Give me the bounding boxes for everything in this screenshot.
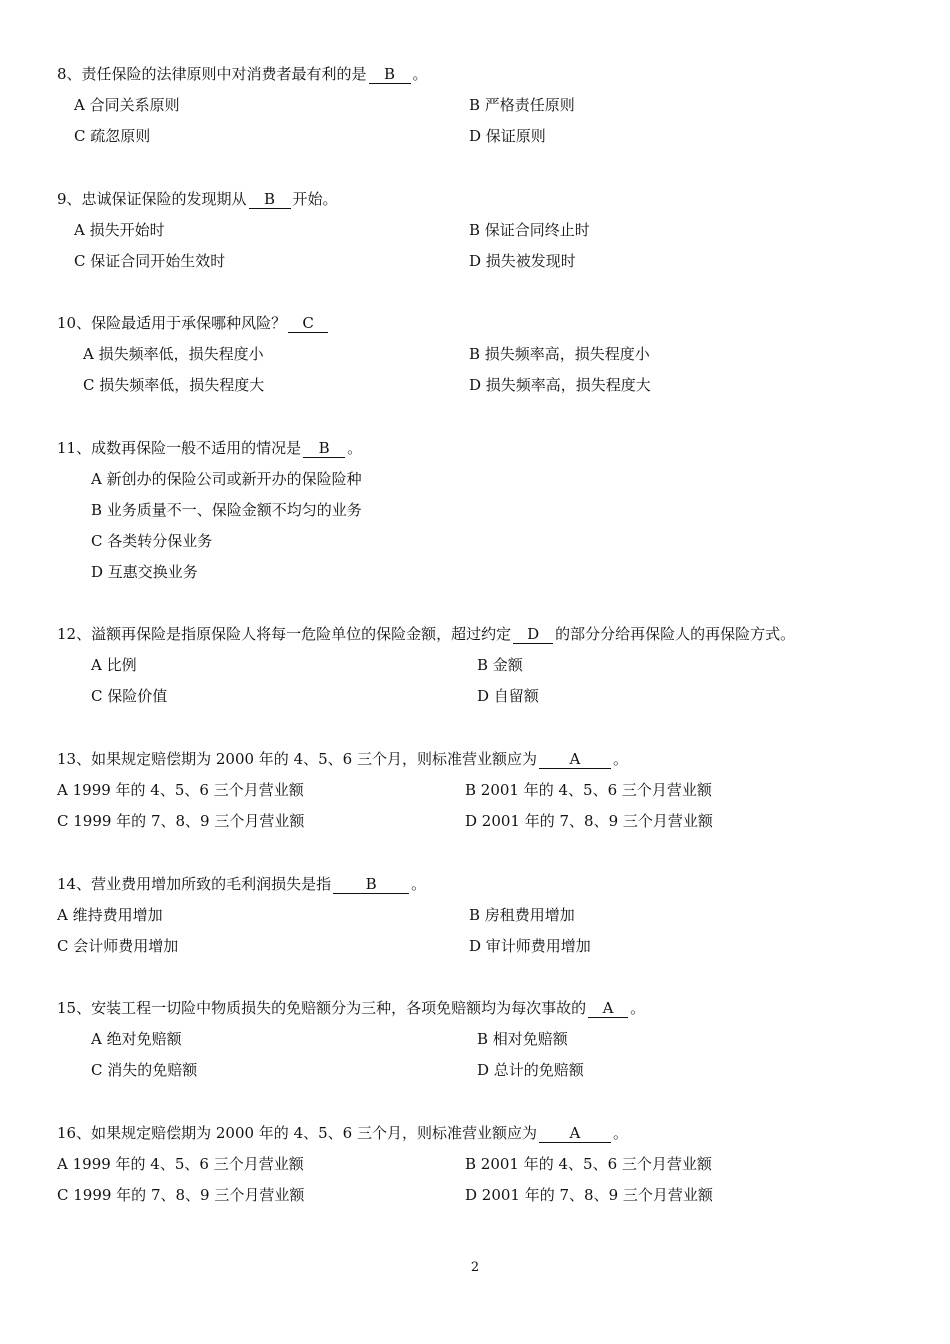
option-a: A 损失频率低，损失程度小 <box>83 345 264 363</box>
answer-blank: A <box>539 1124 611 1143</box>
question-text: 11、成数再保险一般不适用的情况是 <box>57 439 302 457</box>
option-c: C 1999 年的 7、8、9 三个月营业额 <box>57 1186 305 1204</box>
option-c: C 会计师费用增加 <box>57 937 179 955</box>
question-text-end: 开始。 <box>292 190 338 208</box>
option-c: C 消失的免赔额 <box>91 1061 198 1079</box>
option-b: B 严格责任原则 <box>469 96 575 114</box>
question-text-end: 。 <box>630 999 646 1017</box>
question-text: 12、溢额再保险是指原保险人将每一危险单位的保险金额，超过约定 <box>57 625 512 643</box>
question-stem <box>57 438 362 458</box>
answer-blank: A <box>539 750 611 769</box>
option-a: A 1999 年的 4、5、6 三个月营业额 <box>57 781 304 799</box>
answer-blank: B <box>249 190 291 209</box>
question-text-end: 。 <box>411 875 427 893</box>
question-text: 16、如果规定赔偿期为 2000 年的 4、5、6 三个月，则标准营业额应为 <box>57 1124 537 1142</box>
option-b: B 业务质量不一、保险金额不均匀的业务 <box>91 501 362 519</box>
option-b: B 保证合同终止时 <box>469 221 590 239</box>
question-text: 10、保险最适用于承保哪种风险？ <box>57 314 287 332</box>
answer-blank: B <box>333 875 409 894</box>
answer-blank: B <box>303 439 345 458</box>
option-a: A 绝对免赔额 <box>91 1030 182 1048</box>
question-stem <box>57 998 645 1018</box>
question-stem <box>57 1123 628 1143</box>
option-d: D 总计的免赔额 <box>477 1061 584 1079</box>
option-c: C 保险价值 <box>91 687 168 705</box>
option-a: A 比例 <box>91 656 137 674</box>
question-text: 14、营业费用增加所致的毛利润损失是指 <box>57 875 332 893</box>
option-b: B 相对免赔额 <box>477 1030 568 1048</box>
option-c: C 损失频率低，损失程度大 <box>83 376 265 394</box>
answer-blank: D <box>513 625 553 644</box>
question-text: 13、如果规定赔偿期为 2000 年的 4、5、6 三个月，则标准营业额应为 <box>57 750 537 768</box>
option-d: D 损失频率高，损失程度大 <box>469 376 651 394</box>
option-a: A 合同关系原则 <box>74 96 180 114</box>
question-text-end: 。 <box>612 1124 628 1142</box>
question-stem <box>57 189 338 209</box>
option-b: B 2001 年的 4、5、6 三个月营业额 <box>465 1155 712 1173</box>
question-text-end: 。 <box>612 750 628 768</box>
option-d: D 自留额 <box>477 687 539 705</box>
question-text-end: 。 <box>412 65 428 83</box>
option-a: A 损失开始时 <box>74 221 165 239</box>
question-stem <box>57 64 428 84</box>
question-text-end: 。 <box>347 439 363 457</box>
option-c: C 1999 年的 7、8、9 三个月营业额 <box>57 812 305 830</box>
question-text: 15、安装工程一切险中物质损失的免赔额分为三种，各项免赔额均为每次事故的 <box>57 999 587 1017</box>
option-c: C 各类转分保业务 <box>91 532 213 550</box>
answer-blank: B <box>369 65 411 84</box>
question-stem <box>57 313 330 333</box>
option-c: C 保证合同开始生效时 <box>74 252 226 270</box>
option-a: A 1999 年的 4、5、6 三个月营业额 <box>57 1155 304 1173</box>
question-stem <box>57 624 795 644</box>
option-d: D 2001 年的 7、8、9 三个月营业额 <box>465 1186 713 1204</box>
answer-blank: C <box>288 314 328 333</box>
option-a: A 维持费用增加 <box>57 906 163 924</box>
option-d: D 互惠交换业务 <box>91 563 198 581</box>
question-stem <box>57 874 426 894</box>
answer-blank: A <box>588 999 628 1018</box>
option-b: B 金额 <box>477 656 523 674</box>
option-a: A 新创办的保险公司或新开办的保险险种 <box>91 470 362 488</box>
option-d: D 2001 年的 7、8、9 三个月营业额 <box>465 812 713 830</box>
option-d: D 损失被发现时 <box>469 252 576 270</box>
option-b: B 2001 年的 4、5、6 三个月营业额 <box>465 781 712 799</box>
question-text: 8、责任保险的法律原则中对消费者最有利的是 <box>57 65 367 83</box>
option-b: B 房租费用增加 <box>469 906 575 924</box>
question-text-end: 的部分分给再保险人的再保险方式。 <box>555 625 796 643</box>
option-c: C 疏忽原则 <box>74 127 151 145</box>
option-b: B 损失频率高，损失程度小 <box>469 345 650 363</box>
question-stem <box>57 749 628 769</box>
option-d: D 保证原则 <box>469 127 546 145</box>
question-text: 9、忠诚保证保险的发现期从 <box>57 190 247 208</box>
page-number: 2 <box>470 1260 480 1275</box>
option-d: D 审计师费用增加 <box>469 937 591 955</box>
